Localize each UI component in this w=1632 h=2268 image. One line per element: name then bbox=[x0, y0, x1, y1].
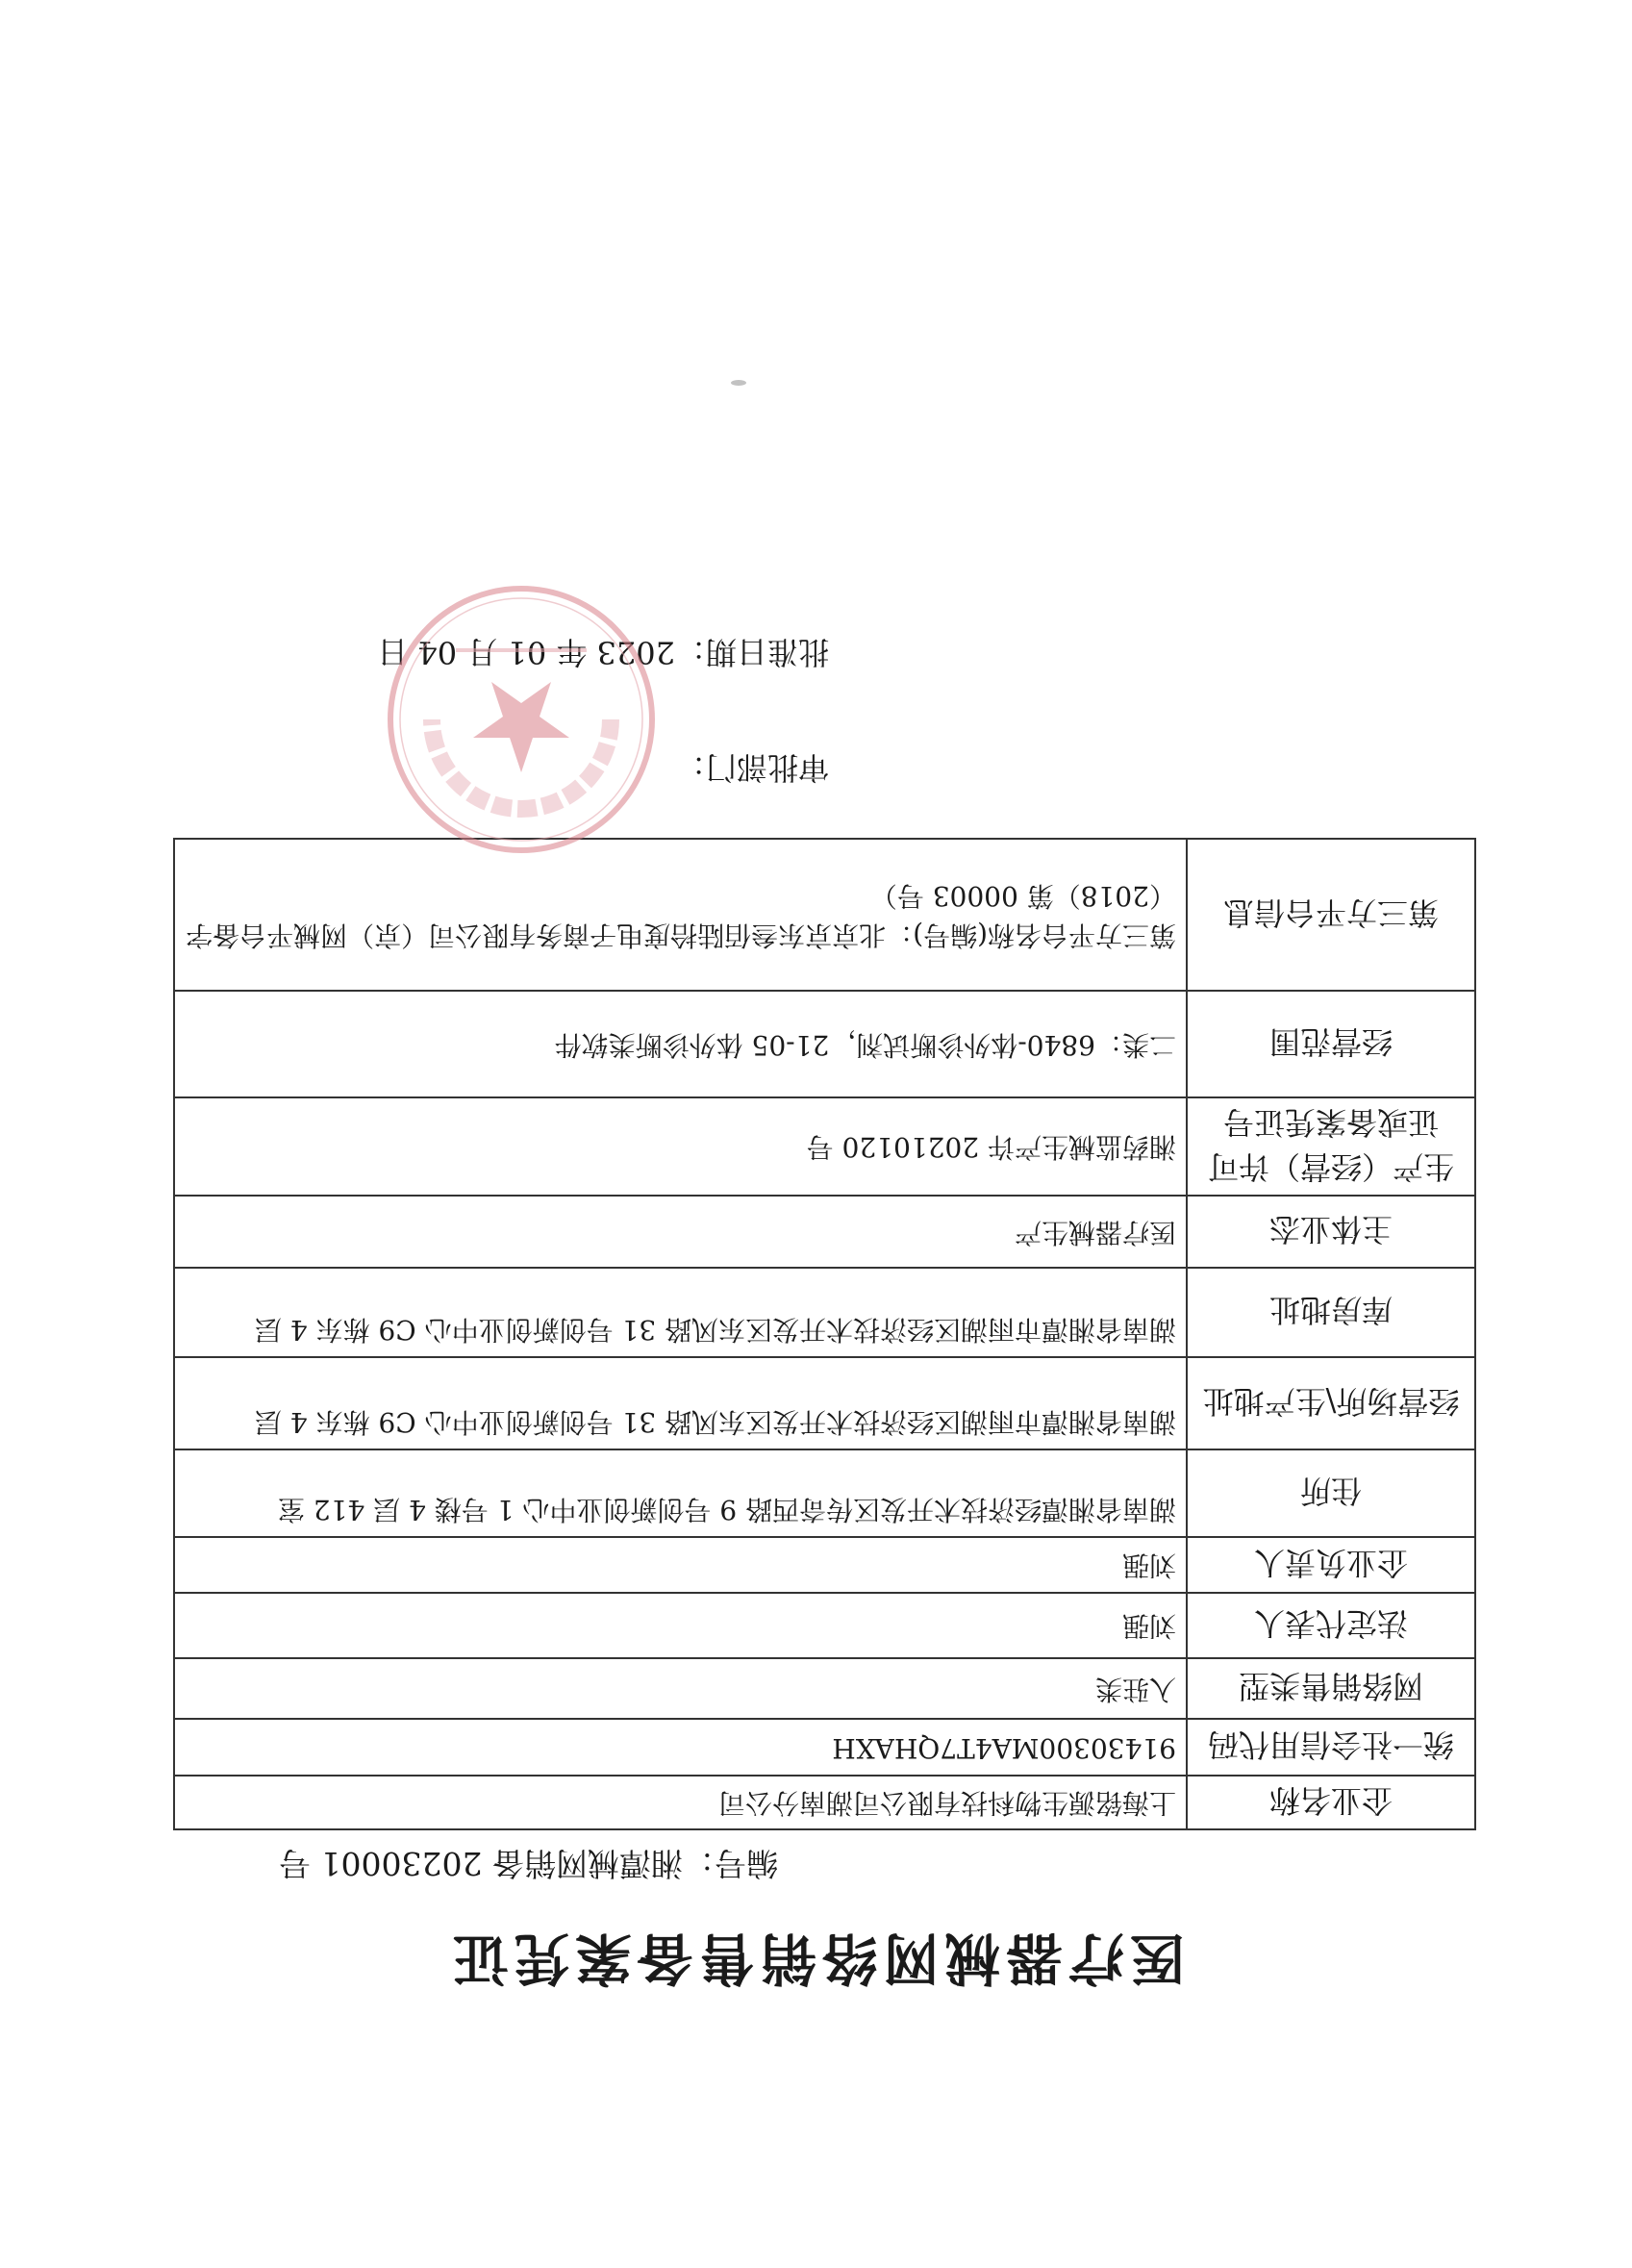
row-label: 第三方平台信息 bbox=[1187, 839, 1475, 991]
table-row bbox=[174, 1593, 1475, 1658]
row-value: 湖南省湘潭市雨湖区经济技术开发区东风路 31 号创新创业中心 C9 栋东 4 层 bbox=[174, 1268, 1187, 1357]
row-value: 湖南省湘潭市雨湖区经济技术开发区东风路 31 号创新创业中心 C9 栋东 4 层 bbox=[174, 1357, 1187, 1449]
row-label: 库房地址 bbox=[1187, 1268, 1475, 1357]
row-label: 经营范围 bbox=[1187, 991, 1475, 1097]
row-label: 网络销售类型 bbox=[1187, 1658, 1475, 1719]
row-label: 经营场所\生产地址 bbox=[1187, 1357, 1475, 1449]
row-value: 入驻类 bbox=[174, 1658, 1187, 1719]
row-label: 主体业态 bbox=[1187, 1196, 1475, 1268]
table-row bbox=[174, 991, 1475, 1097]
table-row bbox=[174, 1658, 1475, 1719]
row-value: 湖南省湘潭经济技术开发区传奇西路 9 号创新创业中心 1 号楼 4 层 412 室 bbox=[174, 1449, 1187, 1537]
row-label: 企业负责人 bbox=[1187, 1537, 1475, 1593]
official-seal-icon bbox=[384, 582, 659, 857]
table-row bbox=[174, 1097, 1475, 1196]
approval-department: 审批部门： bbox=[674, 749, 829, 786]
row-label: 法定代表人 bbox=[1187, 1593, 1475, 1658]
table-row bbox=[174, 1537, 1475, 1593]
approval-date: 批准日期：2023 年 01 月 04 日 bbox=[377, 634, 829, 670]
row-value: 医疗器械生产 bbox=[174, 1196, 1187, 1268]
table-row bbox=[174, 1268, 1475, 1357]
row-value: 91430300MA4T7QHAXH bbox=[174, 1719, 1187, 1776]
table-row bbox=[174, 1357, 1475, 1449]
table-row bbox=[174, 1719, 1475, 1776]
row-value: 上海铭源生物科技有限公司湖南分公司 bbox=[174, 1776, 1187, 1829]
row-label: 住所 bbox=[1187, 1449, 1475, 1537]
row-value: 湘药监械生产许 20210120 号 bbox=[174, 1097, 1187, 1196]
scan-speck bbox=[730, 378, 747, 388]
table-row bbox=[174, 839, 1475, 991]
row-label: 统一社会信用代码 bbox=[1187, 1719, 1475, 1776]
certificate-number: 编号：湘潭械网销备 20230001 号 bbox=[279, 1845, 778, 1882]
row-value: 第三方平台名称(编号)：北京京东叁佰陆拾度电子商务有限公司（京）网械平台备字（2018）第 00003 号） bbox=[174, 839, 1187, 991]
certificate-table bbox=[173, 838, 1476, 1830]
row-value: 二类：6840-体外诊断试剂，21-05 体外诊断类软件 bbox=[174, 991, 1187, 1097]
row-value: 刘强 bbox=[174, 1593, 1187, 1658]
row-label: 生产（经营）许可证或备案凭证号 bbox=[1187, 1097, 1475, 1196]
table-row bbox=[174, 1196, 1475, 1268]
document-title: 医疗器械网络销售备案凭证 bbox=[446, 1926, 1186, 1991]
row-value: 刘强 bbox=[174, 1537, 1187, 1593]
row-label: 企业名称 bbox=[1187, 1776, 1475, 1829]
table-row bbox=[174, 1449, 1475, 1537]
table-row bbox=[174, 1776, 1475, 1829]
